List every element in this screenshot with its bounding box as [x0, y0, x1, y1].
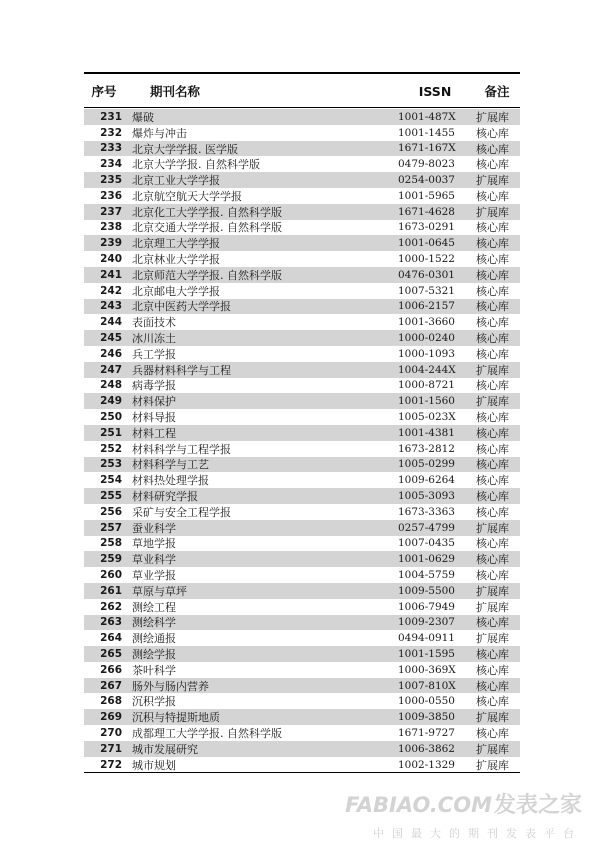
table-row — [84, 314, 520, 330]
cell-issn: 1005-0299 — [398, 458, 455, 471]
table-row — [84, 551, 520, 567]
cell-note: 核心库 — [476, 284, 509, 298]
cell-issn: 1009-3850 — [398, 711, 455, 724]
cell-name: 北京理工大学学报 — [132, 237, 220, 251]
cell-no: 251 — [100, 426, 122, 439]
cell-issn: 1001-1595 — [398, 647, 455, 660]
cell-note: 核心库 — [476, 347, 509, 361]
cell-no: 257 — [100, 521, 122, 534]
cell-name: 北京林业大学学报 — [132, 253, 220, 267]
cell-no: 245 — [100, 332, 122, 345]
cell-name: 北京工业大学学报 — [132, 174, 220, 188]
cell-no: 246 — [100, 347, 122, 360]
cell-no: 258 — [100, 537, 122, 550]
cell-no: 243 — [100, 300, 122, 313]
cell-name: 北京师范大学学报. 自然科学版 — [132, 268, 282, 282]
cell-note: 扩展库 — [476, 110, 509, 124]
table-row — [84, 741, 520, 757]
watermark — [345, 788, 582, 841]
table-row — [84, 362, 520, 378]
table-row — [84, 220, 520, 236]
cell-note: 核心库 — [476, 253, 509, 267]
cell-name: 蚕业科学 — [132, 521, 176, 535]
watermark-main — [345, 788, 582, 819]
table-row — [84, 488, 520, 504]
cell-name: 爆破 — [132, 110, 154, 124]
table-row — [84, 188, 520, 204]
cell-name: 北京航空航天大学学报 — [132, 189, 242, 203]
cell-no: 260 — [100, 569, 122, 581]
cell-note: 扩展库 — [476, 395, 509, 409]
cell-note: 扩展库 — [476, 521, 509, 535]
cell-name: 草业学报 — [132, 569, 176, 583]
cell-note: 核心库 — [476, 553, 509, 567]
table-row — [84, 141, 520, 157]
cell-note: 扩展库 — [476, 174, 509, 188]
cell-name: 采矿与安全工程学报 — [132, 505, 231, 519]
table-row — [84, 378, 520, 394]
cell-issn: 1005-3093 — [398, 490, 455, 503]
cell-issn: 1007-810X — [398, 679, 456, 692]
cell-issn: 1001-5965 — [398, 189, 455, 202]
table-row — [84, 567, 520, 583]
cell-issn: 1009-6264 — [398, 474, 455, 487]
cell-no: 252 — [100, 442, 122, 455]
table-row — [84, 125, 520, 141]
cell-name: 病毒学报 — [132, 379, 176, 393]
cell-name: 材料科学与工程学报 — [132, 442, 231, 456]
cell-issn: 1006-3862 — [398, 742, 455, 755]
cell-note: 核心库 — [476, 126, 509, 140]
table-row — [84, 441, 520, 457]
cell-no: 247 — [100, 363, 122, 376]
cell-issn: 1004-244X — [398, 363, 456, 376]
cell-note: 扩展库 — [476, 632, 509, 646]
table-row — [84, 520, 520, 536]
cell-name: 草原与草坪 — [132, 584, 187, 598]
header-rule — [84, 107, 520, 108]
cell-issn: 1006-7949 — [398, 600, 455, 613]
cell-note: 扩展库 — [476, 758, 509, 772]
cell-issn: 1673-0291 — [398, 221, 455, 234]
cell-name: 沉积学报 — [132, 695, 176, 709]
cell-no: 248 — [100, 379, 122, 392]
cell-note: 核心库 — [476, 663, 509, 677]
cell-name: 北京化工大学学报. 自然科学版 — [132, 205, 282, 219]
cell-no: 236 — [100, 189, 122, 202]
cell-note: 扩展库 — [476, 584, 509, 598]
cell-name: 兵器材料科学与工程 — [132, 363, 231, 377]
cell-name: 材料研究学报 — [132, 490, 198, 504]
table-header — [84, 80, 520, 102]
cell-issn: 1000-0240 — [398, 332, 455, 345]
table-row — [84, 709, 520, 725]
cell-name: 测绘科学 — [132, 616, 176, 630]
cell-name: 测绘通报 — [132, 632, 176, 646]
cell-name: 城市规划 — [132, 758, 176, 772]
table-row — [84, 330, 520, 346]
cell-no: 239 — [100, 237, 122, 250]
header-issn: ISSN — [418, 83, 452, 99]
watermark-slogan: 中国最大的期刊发表平台 — [373, 827, 582, 840]
table-row — [84, 662, 520, 678]
cell-no: 266 — [100, 663, 122, 676]
table-row — [84, 678, 520, 694]
cell-issn: 1001-487X — [398, 110, 456, 123]
cell-name: 爆炸与冲击 — [132, 126, 187, 140]
table-row — [84, 457, 520, 473]
cell-note: 核心库 — [476, 695, 509, 709]
cell-name: 沉积与特提斯地质 — [132, 711, 220, 725]
cell-name: 测绘工程 — [132, 600, 176, 614]
cell-note: 扩展库 — [476, 363, 509, 377]
cell-no: 240 — [100, 253, 122, 266]
table-row — [84, 757, 520, 773]
table-row — [84, 346, 520, 362]
cell-no: 255 — [100, 490, 122, 503]
cell-name: 冰川冻土 — [132, 332, 176, 346]
header-note: 备注 — [484, 84, 510, 99]
cell-name: 城市发展研究 — [132, 742, 198, 756]
cell-note: 核心库 — [476, 726, 509, 740]
cell-issn: 0257-4799 — [398, 521, 455, 534]
cell-issn: 1004-5759 — [398, 569, 455, 581]
cell-no: 242 — [100, 284, 122, 297]
cell-no: 233 — [100, 142, 122, 155]
cell-no: 262 — [100, 600, 122, 613]
table-row — [84, 393, 520, 409]
cell-note: 核心库 — [476, 379, 509, 393]
table-row — [84, 251, 520, 267]
cell-note: 核心库 — [476, 411, 509, 425]
journal-table — [84, 72, 520, 773]
cell-name: 茶叶科学 — [132, 663, 176, 677]
cell-note: 扩展库 — [476, 742, 509, 756]
table-row — [84, 615, 520, 631]
cell-name: 材料导报 — [132, 411, 176, 425]
cell-issn: 1001-4381 — [398, 426, 455, 439]
cell-no: 272 — [100, 758, 122, 771]
table-row — [84, 472, 520, 488]
table-row — [84, 425, 520, 441]
cell-note: 扩展库 — [476, 711, 509, 725]
table-row — [84, 109, 520, 125]
cell-note: 核心库 — [476, 142, 509, 156]
cell-no: 244 — [100, 316, 122, 329]
cell-issn: 0254-0037 — [398, 174, 455, 187]
cell-name: 材料保护 — [132, 395, 176, 409]
cell-issn: 0479-8023 — [398, 158, 455, 171]
cell-note: 核心库 — [476, 490, 509, 504]
cell-issn: 1000-0550 — [398, 695, 455, 708]
top-rule — [84, 72, 520, 74]
header-no: 序号 — [91, 84, 117, 99]
cell-issn: 1000-8721 — [398, 379, 455, 392]
cell-issn: 1005-023X — [398, 411, 456, 424]
cell-name: 北京交通大学学报. 自然科学版 — [132, 221, 282, 235]
cell-note: 核心库 — [476, 268, 509, 282]
table-row — [84, 172, 520, 188]
cell-issn: 1002-1329 — [398, 758, 455, 771]
cell-issn: 1000-369X — [398, 663, 456, 676]
cell-no: 250 — [100, 411, 122, 424]
cell-issn: 1009-2307 — [398, 616, 455, 629]
cell-note: 核心库 — [476, 426, 509, 440]
cell-issn: 1001-3660 — [398, 316, 455, 329]
cell-issn: 1671-9727 — [398, 726, 455, 739]
cell-name: 北京大学学报. 医学版 — [132, 142, 238, 156]
cell-no: 253 — [100, 458, 122, 471]
cell-no: 268 — [100, 695, 122, 708]
cell-no: 259 — [100, 553, 122, 566]
table-body — [84, 109, 520, 772]
table-row — [84, 267, 520, 283]
cell-note: 扩展库 — [476, 205, 509, 219]
cell-name: 兵工学报 — [132, 347, 176, 361]
cell-no: 232 — [100, 126, 122, 139]
cell-name: 草业科学 — [132, 553, 176, 567]
cell-issn: 1671-4628 — [398, 205, 455, 218]
cell-note: 核心库 — [476, 332, 509, 346]
header-name: 期刊名称 — [150, 84, 201, 99]
cell-name: 北京邮电大学学报 — [132, 284, 220, 298]
cell-no: 263 — [100, 616, 122, 629]
cell-note: 核心库 — [476, 158, 509, 172]
cell-issn: 0476-0301 — [398, 268, 455, 281]
cell-no: 249 — [100, 395, 122, 408]
table-row — [84, 504, 520, 520]
cell-name: 材料工程 — [132, 426, 176, 440]
cell-no: 238 — [100, 221, 122, 234]
cell-note: 核心库 — [476, 300, 509, 314]
cell-no: 269 — [100, 711, 122, 724]
cell-no: 267 — [100, 679, 122, 692]
cell-issn: 1001-1455 — [398, 126, 455, 139]
cell-issn: 1001-0645 — [398, 237, 455, 250]
cell-issn: 1009-5500 — [398, 584, 455, 597]
cell-no: 264 — [100, 632, 122, 645]
cell-no: 231 — [100, 110, 122, 123]
cell-note: 核心库 — [476, 316, 509, 330]
cell-name: 材料科学与工艺 — [132, 458, 209, 472]
bottom-rule — [84, 772, 520, 773]
table-row — [84, 583, 520, 599]
cell-issn: 1007-5321 — [398, 284, 455, 297]
cell-name: 北京中医药大学学报 — [132, 300, 231, 314]
cell-no: 265 — [100, 647, 122, 660]
table-row — [84, 630, 520, 646]
cell-note: 核心库 — [476, 616, 509, 630]
cell-note: 核心库 — [476, 189, 509, 203]
cell-note: 核心库 — [476, 679, 509, 693]
cell-note: 核心库 — [476, 648, 509, 661]
cell-no: 237 — [100, 205, 122, 218]
cell-note: 核心库 — [476, 237, 509, 251]
cell-name: 肠外与肠内营养 — [132, 679, 209, 693]
cell-name: 草地学报 — [132, 537, 176, 551]
cell-note: 核心库 — [476, 221, 509, 235]
cell-note: 核心库 — [476, 458, 509, 472]
cell-note: 核心库 — [476, 537, 509, 551]
cell-note: 核心库 — [476, 442, 509, 456]
watermark-brand: 发表之家 — [493, 793, 582, 818]
cell-no: 235 — [100, 174, 122, 187]
table-row — [84, 283, 520, 299]
cell-no: 254 — [100, 474, 122, 487]
cell-no: 261 — [100, 584, 122, 597]
table-row — [84, 725, 520, 741]
cell-no: 256 — [100, 505, 122, 518]
table-row — [84, 646, 520, 662]
cell-issn: 1001-1560 — [398, 395, 455, 408]
cell-name: 成都理工大学学报. 自然科学版 — [132, 726, 282, 740]
cell-name: 材料热处理学报 — [132, 474, 209, 488]
cell-no: 241 — [100, 268, 122, 281]
cell-note: 核心库 — [476, 569, 509, 583]
cell-issn: 1671-167X — [398, 142, 456, 155]
cell-issn: 1001-0629 — [398, 553, 455, 566]
watermark-domain: FABIAO.COM — [345, 793, 492, 817]
cell-note: 核心库 — [476, 505, 509, 519]
cell-issn: 0494-0911 — [398, 632, 455, 645]
cell-issn: 1000-1522 — [398, 253, 455, 266]
cell-note: 扩展库 — [476, 600, 509, 614]
cell-name: 表面技术 — [132, 316, 176, 330]
cell-name: 北京大学学报. 自然科学版 — [132, 158, 260, 172]
cell-no: 270 — [100, 726, 122, 739]
cell-no: 234 — [100, 158, 122, 171]
cell-issn: 1006-2157 — [398, 300, 455, 313]
cell-issn: 1007-0435 — [398, 537, 455, 550]
table-row — [84, 536, 520, 552]
table-row — [84, 156, 520, 172]
table-row — [84, 409, 520, 425]
cell-issn: 1000-1093 — [398, 347, 455, 360]
cell-note: 核心库 — [476, 474, 509, 488]
table-row — [84, 235, 520, 251]
cell-name: 测绘学报 — [132, 648, 176, 661]
cell-issn: 1673-2812 — [398, 442, 455, 455]
table-row — [84, 204, 520, 220]
table-row — [84, 599, 520, 615]
table-row — [84, 693, 520, 709]
table-row — [84, 299, 520, 315]
cell-issn: 1673-3363 — [398, 505, 455, 518]
cell-no: 271 — [100, 742, 122, 755]
